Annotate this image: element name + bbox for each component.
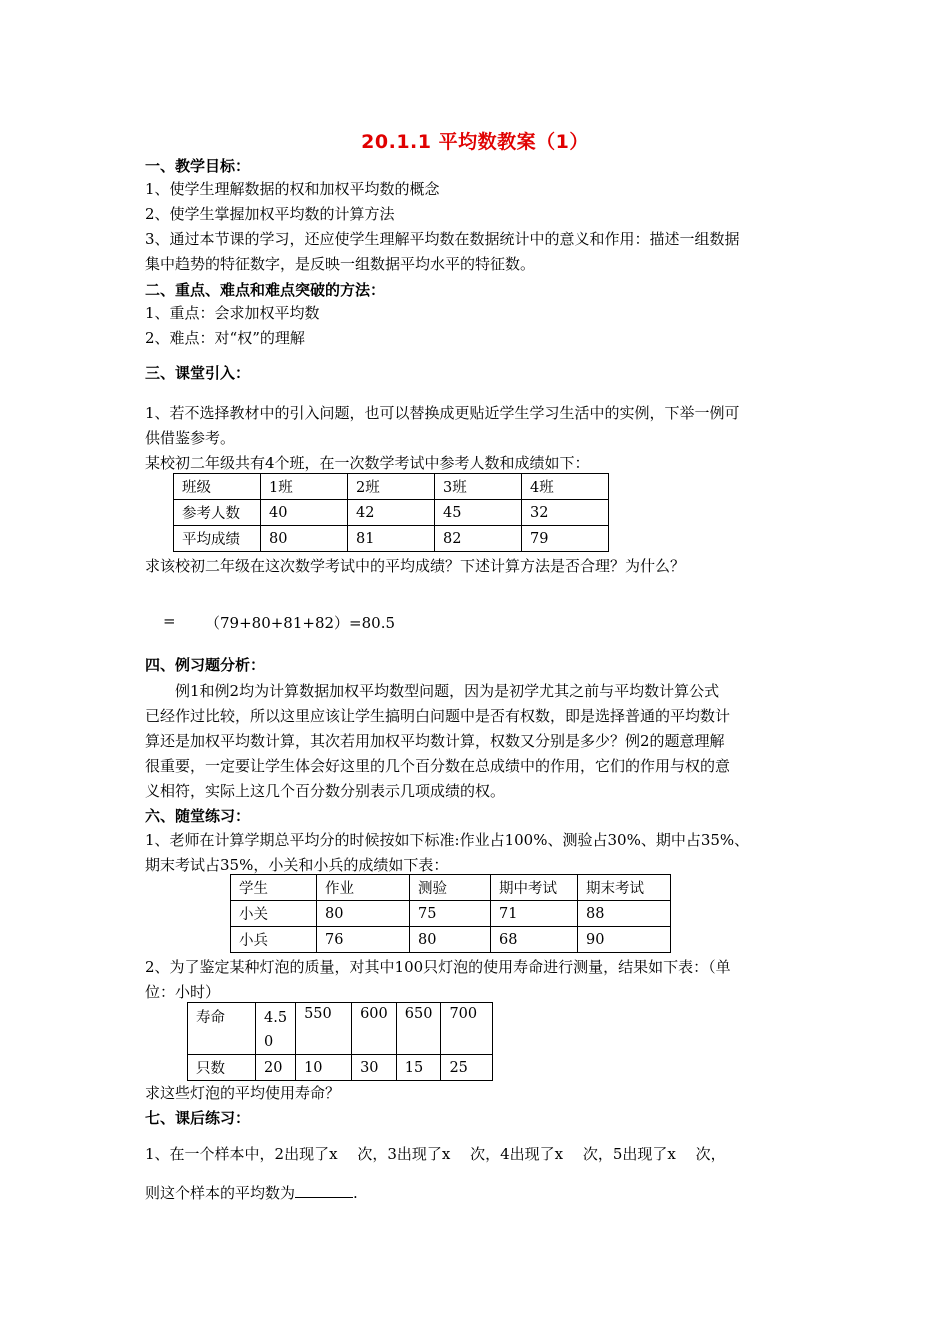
homework-text: 则这个样本的平均数为	[145, 1184, 296, 1202]
practice-q2-ask: 求这些灯泡的平均使用寿命？	[145, 1084, 341, 1102]
section-heading-keypoints: 二、重点、难点和难点突破的方法：	[145, 281, 386, 299]
table-cell: 寿命	[188, 1003, 256, 1055]
page-title: 20.1.1 平均数教案（1）	[361, 131, 589, 153]
practice-q2: 位：小时）	[145, 983, 221, 1001]
table-cell: 40	[261, 500, 348, 526]
homework-period: .	[353, 1184, 358, 1202]
table-cell: 71	[491, 901, 578, 927]
intro-question: 求该校初二年级在这次数学考试中的平均成绩？下述计算方法是否合理？为什么？	[145, 557, 686, 575]
table-cell: 700	[441, 1003, 493, 1055]
table-cell: 20	[256, 1055, 296, 1081]
table-row	[231, 875, 671, 901]
table-cell: 小兵	[231, 927, 317, 953]
section-heading-practice: 六、随堂练习：	[145, 807, 251, 825]
table-cell-line: 4.5	[264, 1010, 288, 1026]
table-row	[188, 1055, 493, 1081]
table-cell: 75	[410, 901, 491, 927]
bulb-life-table	[187, 1002, 493, 1081]
class-scores-table	[173, 473, 609, 552]
objective-item: 1、使学生理解数据的权和加权平均数的概念	[145, 180, 440, 198]
table-cell: 32	[522, 500, 609, 526]
examples-line: 算还是加权平均数计算，其次若用加权平均数计算，权数又分别是多少？例2的题意理解	[145, 732, 725, 750]
table-cell: 期中考试	[491, 875, 578, 901]
table-cell: 90	[578, 927, 671, 953]
table-row	[231, 901, 671, 927]
table-cell: 42	[348, 500, 435, 526]
practice-q1: 期末考试占35%，小关和小兵的成绩如下表：	[145, 856, 449, 874]
examples-line: 很重要，一定要让学生体会好这里的几个百分数在总成绩中的作用，它们的作用与权的意	[145, 757, 731, 775]
section-heading-homework: 七、课后练习：	[145, 1109, 251, 1127]
table-cell	[256, 1003, 296, 1055]
table-cell: 76	[317, 927, 410, 953]
table-cell: 81	[348, 526, 435, 552]
table-cell: 80	[410, 927, 491, 953]
student-scores-table	[230, 874, 671, 953]
practice-q1: 1、老师在计算学期总平均分的时候按如下标准:作业占100%、测验占30%、期中占35%、	[145, 831, 750, 849]
table-cell: 25	[441, 1055, 493, 1081]
table-cell: 期末考试	[578, 875, 671, 901]
table-cell: 80	[261, 526, 348, 552]
table-cell: 学生	[231, 875, 317, 901]
examples-line: 例1和例2均为计算数据加权平均数型问题，因为是初学尤其之前与平均数计算公式	[175, 682, 720, 700]
table-cell: 30	[352, 1055, 397, 1081]
table-cell: 88	[578, 901, 671, 927]
table-cell: 平均成绩	[174, 526, 261, 552]
table-cell: 82	[435, 526, 522, 552]
table-cell: 作业	[317, 875, 410, 901]
intro-paragraph: 1、若不选择教材中的引入问题，也可以替换成更贴近学生学习生活中的实例，下举一例可	[145, 404, 740, 422]
homework-line: 1、在一个样本中，2出现了x 次，3出现了x 次，4出现了x 次，5出现了x 次，	[145, 1145, 726, 1163]
intro-paragraph: 供借鉴参考。	[145, 429, 236, 447]
table-row	[231, 927, 671, 953]
table-cell: 10	[296, 1055, 352, 1081]
table-cell: 班级	[174, 474, 261, 500]
table-cell: 68	[491, 927, 578, 953]
table-cell: 80	[317, 901, 410, 927]
table-row	[174, 474, 609, 500]
table-cell: 小关	[231, 901, 317, 927]
table-cell: 550	[296, 1003, 352, 1055]
table-cell-line: 0	[264, 1034, 274, 1050]
examples-line: 义相符，实际上这几个百分数分别表示几项成绩的权。	[145, 782, 506, 800]
table-cell: 650	[396, 1003, 441, 1055]
table-cell: 600	[352, 1003, 397, 1055]
intro-statement: 某校初二年级共有4个班，在一次数学考试中参考人数和成绩如下：	[145, 454, 590, 472]
practice-q2: 2、为了鉴定某种灯泡的质量，对其中100只灯泡的使用寿命进行测量，结果如下表：（单	[145, 958, 731, 976]
keypoint-item: 1、重点：会求加权平均数	[145, 304, 320, 322]
table-cell: 3班	[435, 474, 522, 500]
homework-line	[145, 1182, 358, 1203]
formula-equals: =	[163, 612, 176, 630]
answer-blank	[295, 1183, 353, 1198]
objective-item: 集中趋势的特征数字，是反映一组数据平均水平的特征数。	[145, 255, 536, 273]
table-row	[174, 526, 609, 552]
table-row	[174, 500, 609, 526]
keypoint-item: 2、难点：对“权”的理解	[145, 329, 305, 347]
table-cell: 2班	[348, 474, 435, 500]
objective-item: 2、使学生掌握加权平均数的计算方法	[145, 205, 395, 223]
table-cell: 15	[396, 1055, 441, 1081]
table-cell: 只数	[188, 1055, 256, 1081]
table-cell: 参考人数	[174, 500, 261, 526]
table-cell: 45	[435, 500, 522, 526]
table-cell: 79	[522, 526, 609, 552]
formula: （79+80+81+82）=80.5	[205, 614, 396, 632]
table-cell: 1班	[261, 474, 348, 500]
section-heading-examples: 四、例习题分析：	[145, 656, 266, 674]
objective-item: 3、通过本节课的学习，还应使学生理解平均数在数据统计中的意义和作用：描述一组数据	[145, 230, 740, 248]
section-heading-intro: 三、课堂引入：	[145, 364, 251, 382]
table-cell: 4班	[522, 474, 609, 500]
table-row	[188, 1003, 493, 1055]
section-heading-objectives: 一、教学目标：	[145, 157, 251, 175]
examples-line: 已经作过比较，所以这里应该让学生搞明白问题中是否有权数，即是选择普通的平均数计	[145, 707, 731, 725]
table-cell: 测验	[410, 875, 491, 901]
